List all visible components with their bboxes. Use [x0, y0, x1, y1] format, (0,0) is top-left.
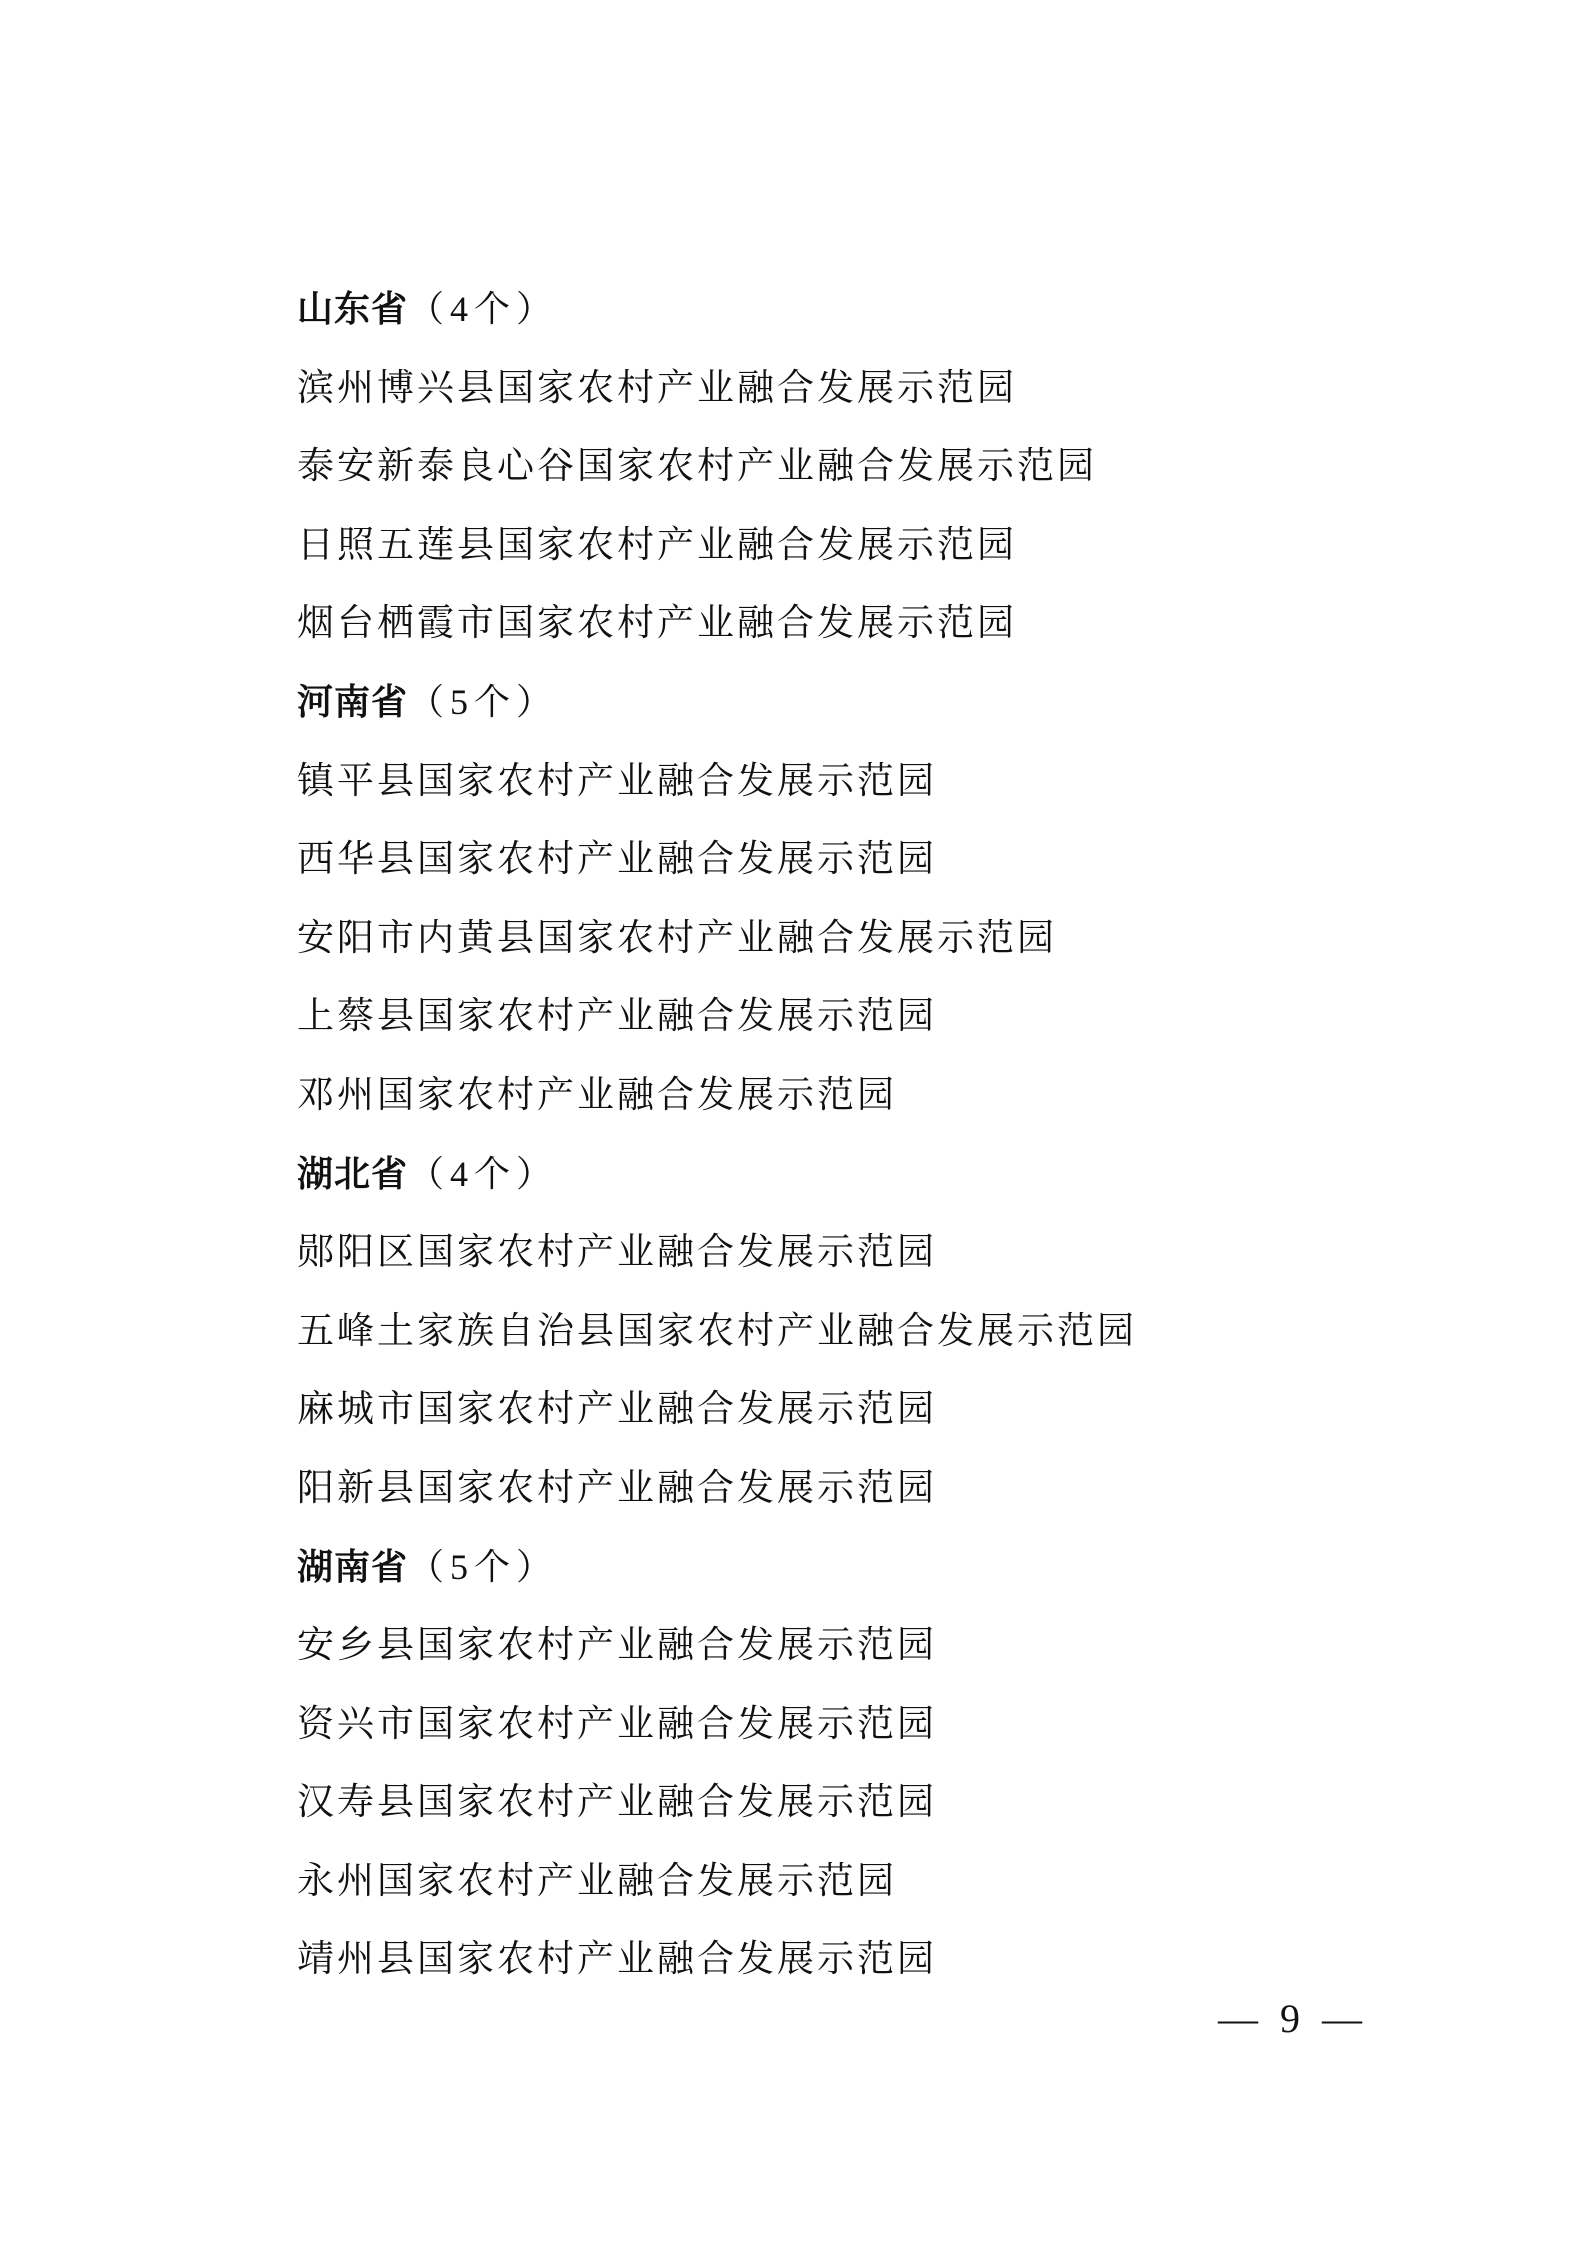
province-name: 河南省	[297, 681, 409, 723]
list-item: 五峰土家族自治县国家农村产业融合发展示范园	[297, 1308, 1137, 1352]
document-body	[297, 270, 1397, 1999]
list-item: 西华县国家农村产业融合发展示范园	[297, 837, 937, 881]
list-item: 安阳市内黄县国家农村产业融合发展示范园	[297, 915, 1057, 959]
section-heading-hubei	[297, 1135, 1397, 1214]
list-item: 麻城市国家农村产业融合发展示范园	[297, 1387, 937, 1431]
list-item: 泰安新泰良心谷国家农村产业融合发展示范园	[297, 444, 1097, 488]
list-item: 镇平县国家农村产业融合发展示范园	[297, 758, 937, 802]
province-name: 湖北省	[297, 1153, 409, 1195]
list-item: 郧阳区国家农村产业融合发展示范园	[297, 1230, 937, 1274]
section-heading-shandong	[297, 270, 1397, 349]
section-heading-henan	[297, 663, 1397, 742]
province-count: （5个）	[408, 1546, 559, 1587]
list-item: 烟台栖霞市国家农村产业融合发展示范园	[297, 601, 1017, 645]
list-item: 日照五莲县国家农村产业融合发展示范园	[297, 522, 1017, 566]
province-count: （4个）	[408, 1153, 559, 1194]
list-item: 上蔡县国家农村产业融合发展示范园	[297, 994, 937, 1038]
list-item: 汉寿县国家农村产业融合发展示范园	[297, 1780, 937, 1824]
list-item: 滨州博兴县国家农村产业融合发展示范园	[297, 365, 1017, 409]
province-count: （4个）	[408, 289, 559, 329]
province-name: 山东省	[297, 289, 409, 330]
list-item: 邓州国家农村产业融合发展示范园	[297, 1072, 897, 1116]
list-item: 安乡县国家农村产业融合发展示范园	[297, 1623, 937, 1667]
list-item: 阳新县国家农村产业融合发展示范园	[297, 1465, 937, 1509]
list-item: 资兴市国家农村产业融合发展示范园	[297, 1701, 937, 1745]
section-heading-hunan	[297, 1528, 1397, 1607]
list-item: 靖州县国家农村产业融合发展示范园	[297, 1937, 937, 1981]
page-number: — 9 —	[1218, 1996, 1368, 2041]
province-count: （5个）	[408, 681, 559, 722]
province-name: 湖南省	[297, 1546, 409, 1588]
list-item: 永州国家农村产业融合发展示范园	[297, 1858, 897, 1902]
